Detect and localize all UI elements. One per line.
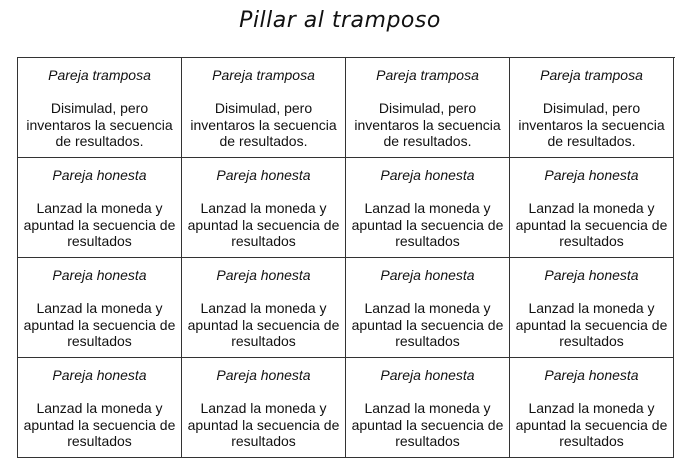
- card-instruction: Lanzad la moneda y apuntad la secuencia de resultados: [351, 300, 504, 349]
- card: [18, 258, 182, 358]
- card-instruction: Disimulad, pero inventaros la secuencia de resultados.: [26, 100, 173, 149]
- card-instruction: Lanzad la moneda y apuntad la secuencia de resultados: [187, 400, 340, 449]
- card-role: Pareja honesta: [380, 267, 475, 283]
- card: [18, 358, 182, 458]
- card: [18, 158, 182, 258]
- card: [182, 58, 346, 158]
- card-instruction: Lanzad la moneda y apuntad la secuencia de resultados: [515, 300, 668, 349]
- card: [510, 58, 674, 158]
- card-instruction: Disimulad, pero inventaros la secuencia de resultados.: [518, 100, 665, 149]
- card-instruction: Lanzad la moneda y apuntad la secuencia de resultados: [515, 400, 668, 449]
- card-instruction: Lanzad la moneda y apuntad la secuencia de resultados: [515, 200, 668, 249]
- card-role: Pareja tramposa: [48, 67, 151, 83]
- card-instruction: Lanzad la moneda y apuntad la secuencia de resultados: [23, 300, 176, 349]
- card-instruction: Disimulad, pero inventaros la secuencia de resultados.: [354, 100, 501, 149]
- card-instruction: Lanzad la moneda y apuntad la secuencia de resultados: [351, 200, 504, 249]
- card-role: Pareja honesta: [52, 167, 147, 183]
- page-title: Pillar al tramposo: [239, 8, 441, 33]
- card-role: Pareja tramposa: [376, 67, 479, 83]
- card-grid: [17, 57, 675, 458]
- card-role: Pareja honesta: [216, 267, 311, 283]
- card: [182, 358, 346, 458]
- card-role: Pareja honesta: [216, 167, 311, 183]
- card: [346, 258, 510, 358]
- card: [346, 158, 510, 258]
- card: [510, 358, 674, 458]
- card-role: Pareja honesta: [216, 367, 311, 383]
- card-role: Pareja honesta: [544, 167, 639, 183]
- card: [510, 158, 674, 258]
- card-role: Pareja tramposa: [212, 67, 315, 83]
- card-instruction: Lanzad la moneda y apuntad la secuencia de resultados: [23, 400, 176, 449]
- card: [182, 258, 346, 358]
- card-instruction: Lanzad la moneda y apuntad la secuencia de resultados: [351, 400, 504, 449]
- card-role: Pareja honesta: [380, 167, 475, 183]
- card-role: Pareja tramposa: [540, 67, 643, 83]
- card-role: Pareja honesta: [380, 367, 475, 383]
- card-role: Pareja honesta: [52, 267, 147, 283]
- card: [510, 258, 674, 358]
- card: [182, 158, 346, 258]
- card-role: Pareja honesta: [544, 267, 639, 283]
- card: [18, 58, 182, 158]
- card: [346, 358, 510, 458]
- card-role: Pareja honesta: [544, 367, 639, 383]
- card-role: Pareja honesta: [52, 367, 147, 383]
- card-instruction: Lanzad la moneda y apuntad la secuencia de resultados: [187, 200, 340, 249]
- card-instruction: Lanzad la moneda y apuntad la secuencia de resultados: [187, 300, 340, 349]
- card-instruction: Lanzad la moneda y apuntad la secuencia de resultados: [23, 200, 176, 249]
- card-instruction: Disimulad, pero inventaros la secuencia de resultados.: [190, 100, 337, 149]
- card: [346, 58, 510, 158]
